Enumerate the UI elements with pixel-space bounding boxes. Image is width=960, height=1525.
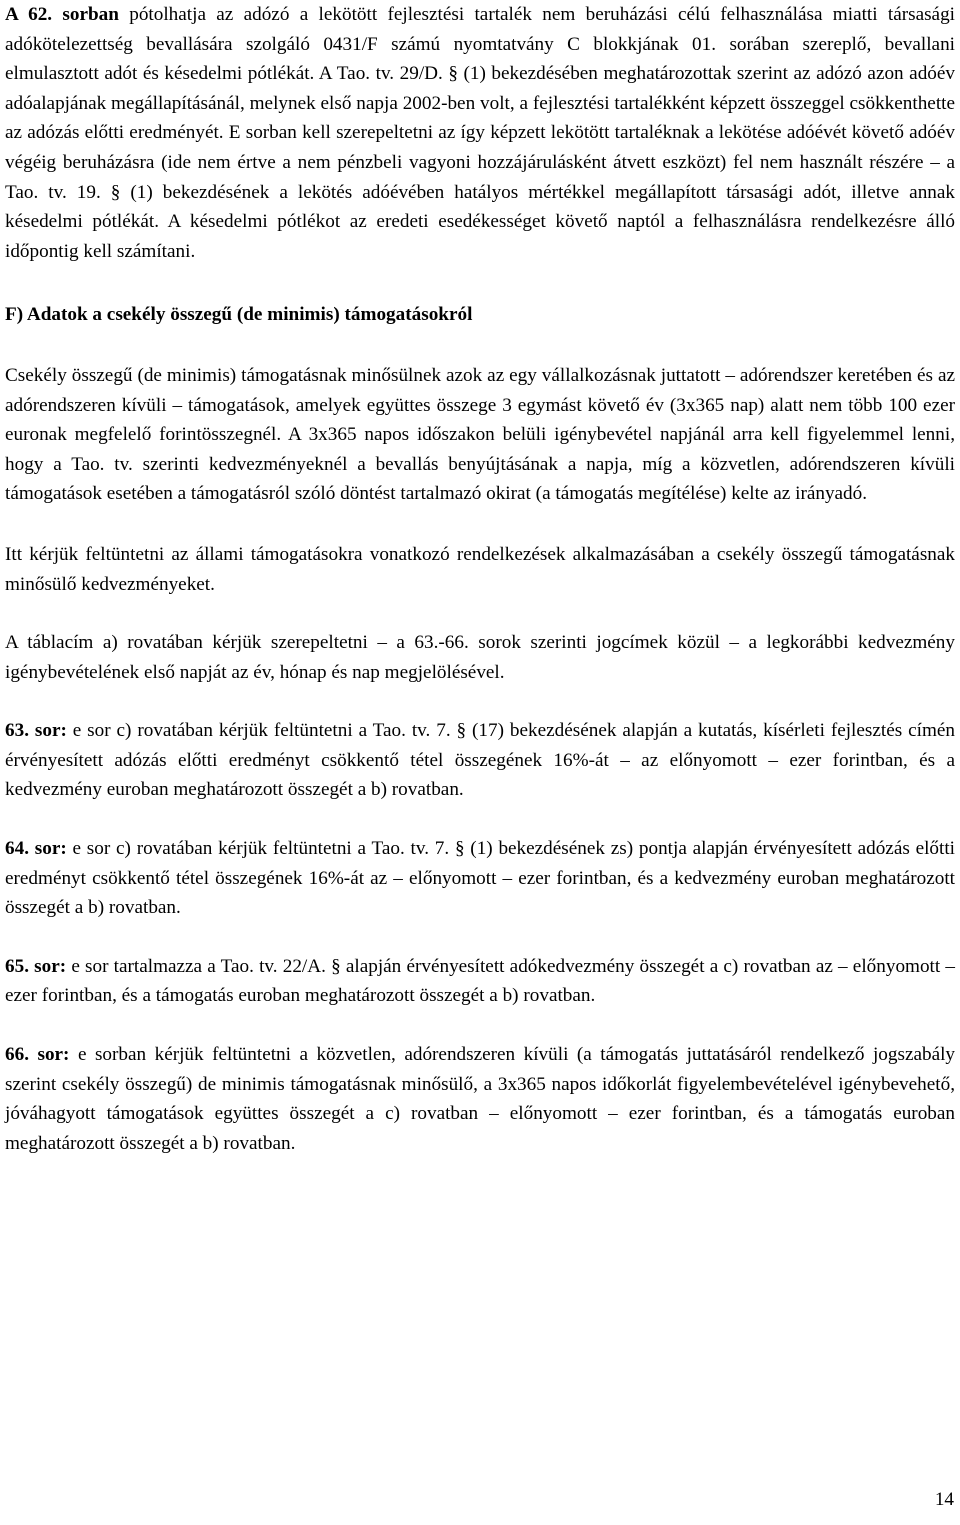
row-66-label: 66. sor: bbox=[5, 1044, 70, 1066]
row-64-text: e sor c) rovatában kérjük feltüntetni a Tao. tv. 7. § (1) bekezdésének zs) pontja alapján érvényesített adózás előtti eredményt csökkentő tétel összegének 16%-át az – előnyomott – ezer forintban, és a kedvezmény euroban meghatározott összegét a b) rovatban. bbox=[5, 838, 956, 919]
row-63-label: 63. sor: bbox=[5, 720, 67, 742]
paragraph-row-63 bbox=[5, 716, 955, 805]
row-62-text: pótolhatja az adózó a lekötött fejlesztési tartalék nem beruházási célú felhasználása miatti társasági adókötelezettség bevallására szolgáló 0431/F számú nyomtatvány C blokkjának 01. sorában szereplő, bevallani elmulasztott adót és késedelmi pótlékát. A Tao. tv. 29/D. § (1) bekezdésében meghatározottak szerint az adózó azon adóév adóalapjának megállapításánál, melynek első napja 2002-ben volt, a fejlesztési tartalékként képzett összeggel csökkenthette az adózás előtti eredményét. E sorban kell szerepeltetni az így képzett lekötött tartaléknak a lekötése adóévét követő adóév végéig beruházásra (ide nem értve a nem pénzbeli vagyoni hozzájárulásként átvett eszközt) fel nem használt részére – a Tao. tv. 19. § (1) bekezdésének a lekötés adóévében hatályos mértékkel megállapított társasági adót, illetve annak késedelmi pótlékát. A késedelmi pótlékot az eredeti esedékességet követő naptól a felhasználásra rendelkezésre álló időpontig kell számítani. bbox=[5, 4, 956, 262]
paragraph-row-66 bbox=[5, 1040, 955, 1158]
paragraph-row-65 bbox=[5, 952, 955, 1011]
row-63-text: e sor c) rovatában kérjük feltüntetni a Tao. tv. 7. § (17) bekezdésének alapján a kutatás, kísérleti fejlesztés címén érvényesített adózás előtti eredményt csökkentő tétel összegének 16%-át – az előnyomott – ezer forintban, és a kedvezmény euroban meghatározott összegét a b) rovatban. bbox=[5, 720, 955, 801]
paragraph-row-64 bbox=[5, 834, 955, 923]
row-65-label: 65. sor: bbox=[5, 955, 67, 977]
row-62-label: A 62. bbox=[5, 4, 53, 25]
paragraph-table-header-instructions: A táblacím a) rovatában kérjük szerepeltetni – a 63.-66. sorok szerinti jogcímek közül – a legkorábbi kedvezmény igénybevételének első napját az év, hónap és nap megjelölésével. bbox=[5, 632, 955, 683]
row-66-text: e sorban kérjük feltüntetni a közvetlen, adórendszeren kívüli (a támogatás juttatásáról rendelkező jogszabály szerint csekély összegű) de minimis támogatásnak minősülő, a 3x365 napos időkorlát figyelembevételével igénybevehető, jóváhagyott támogatások együttes összegét a c) rovatban – előnyomott – ezer forintban, és a támogatás euroban meghatározott összegét a b) rovatban. bbox=[5, 1044, 956, 1154]
paragraph-row-62 bbox=[5, 0, 955, 266]
page-number: 14 bbox=[934, 1489, 954, 1510]
paragraph-de-minimis-definition: Csekély összegű (de minimis) támogatásnak minősülnek azok az egy vállalkozásnak juttatott – adórendszer keretében és az adórendszeren kívüli – támogatások, amelyek együttes összege 3 egymást követő év (3x365 nap) alatt nem több 100 ezer euronak megfelelő forintösszegnél. A 3x365 napos időszakon belüli igénybevétel napjánál arra kell figyelemmel lenni, hogy a Tao. tv. szerinti kedvezményeknél a bevallás benyújtásának a napja, míg a közvetlen, adórendszeren kívüli támogatások esetében a támogatásról szóló döntést tartalmazó okirat (a támogatás megítélése) kelte az irányadó. bbox=[5, 364, 955, 505]
row-64-label: 64. sor: bbox=[5, 838, 67, 860]
document-page bbox=[5, 0, 955, 1158]
paragraph-instructions: Itt kérjük feltüntetni az állami támogatásokra vonatkozó rendelkezések alkalmazásában a csekély összegű támogatásnak minősülő kedvezményeket. bbox=[5, 543, 955, 595]
row-62-lead: sorban bbox=[62, 4, 119, 25]
section-heading-f: F) Adatok a csekély összegű (de minimis) támogatásokról bbox=[5, 304, 473, 326]
row-65-text: e sor tartalmazza a Tao. tv. 22/A. § alapján érvényesített adókedvezmény összegét a c) rovatban az – előnyomott – ezer forintban, és a támogatás euroban meghatározott összegét a b) rovatban. bbox=[5, 955, 955, 1007]
